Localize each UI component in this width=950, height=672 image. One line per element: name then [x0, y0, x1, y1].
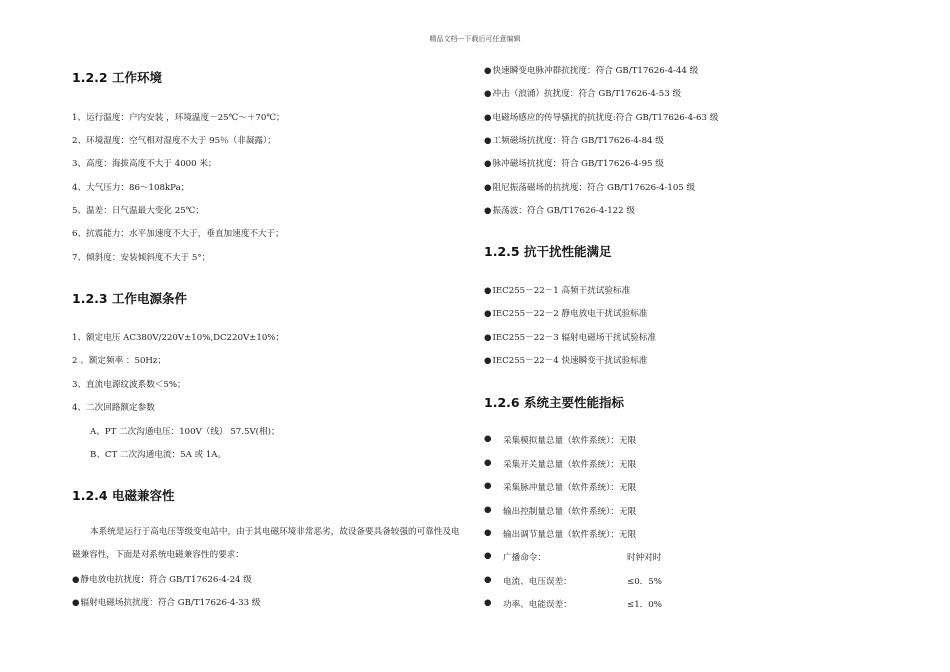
interference-bullet: ●IEC255－22－1 高频干扰试验标准 [484, 286, 631, 296]
bullet-icon: ● [484, 481, 492, 491]
env-item: 5、温差：日气温最大变化 25℃； [72, 206, 204, 216]
env-item: 2、环境湿度：空气相对湿度不大于 95％（非凝露）； [72, 136, 276, 146]
bullet-icon: ● [72, 598, 80, 608]
bullet-icon: ● [484, 89, 492, 99]
emc-bullet: ●电磁场感应的传导骚扰的抗扰度:符合 GB/T17626-4-63 级 [484, 113, 719, 123]
emc-intro-paragraph: 本系统是运行于高电压等级变电站中，由于其电磁环境非常恶劣，故设备要具备较强的可靠性及电磁兼容性，下面是对系统电磁兼容性的要求： [72, 527, 460, 560]
power-item: 3、直流电源纹波系数＜5%； [72, 380, 186, 390]
section-title-1-2-5: 1.2.5 抗干扰性能满足 [484, 244, 612, 259]
power-item: 1、额定电压 AC380V/220V±10%,DC220V±10%； [72, 333, 285, 343]
emc-bullet: ●静电放电抗扰度：符合 GB/T17626-4-24 级 [72, 575, 252, 585]
env-item: 3、高度：海拔高度不大于 4000 米； [72, 159, 217, 169]
power-subitem: A、PT 二次沟通电压：100V（线） 57.5V(相)； [90, 427, 280, 437]
emc-bullet: ●辐射电磁场抗扰度：符合 GB/T17626-4-33 级 [72, 598, 261, 608]
bullet-icon: ● [72, 575, 80, 585]
bullet-icon: ● [484, 333, 492, 343]
bullet-icon: ● [484, 183, 492, 193]
interference-bullet: ●IEC255－22－2 静电放电干扰试验标准 [484, 309, 648, 319]
env-item: 1、运行温度：户内安装 ，环境温度－25℃～＋70℃； [72, 113, 285, 123]
bullet-icon: ● [484, 286, 492, 296]
bullet-icon: ● [484, 206, 492, 216]
emc-bullet: ●脉冲磁场抗扰度：符合 GB/T17626-4-95 级 [484, 159, 664, 169]
emc-bullet: ●工频磁场抗扰度：符合 GB/T17626-4-84 级 [484, 136, 664, 146]
env-item: 4、大气压力：86～108kPa； [72, 183, 190, 193]
bullet-icon: ● [484, 66, 492, 76]
emc-bullet: ●振荡波：符合 GB/T17626-4-122 级 [484, 206, 635, 216]
bullet-icon: ● [484, 575, 492, 585]
bullet-icon: ● [484, 136, 492, 146]
section-title-1-2-3: 1.2.3 工作电源条件 [72, 291, 187, 306]
bullet-icon: ● [484, 505, 492, 515]
bullet-icon: ● [484, 434, 492, 444]
env-item: 6、抗震能力：水平加速度不大于，垂直加速度不大于； [72, 229, 284, 239]
env-item: 7、倾斜度：安装倾斜度不大于 5°； [72, 253, 211, 263]
power-subitem: B、CT 二次沟通电流：5A 或 1A。 [90, 450, 227, 460]
section-title-1-2-4: 1.2.4 电磁兼容性 [72, 488, 175, 503]
bullet-icon: ● [484, 309, 492, 319]
interference-bullet: ●IEC255－22－4 快速瞬变干扰试验标准 [484, 356, 648, 366]
bullet-icon: ● [484, 159, 492, 169]
bullet-icon: ● [484, 551, 492, 561]
bullet-icon: ● [484, 356, 492, 366]
section-title-1-2-6: 1.2.6 系统主要性能指标 [484, 395, 624, 410]
power-item: 4、二次回路额定参数 [72, 403, 155, 413]
emc-bullet: ●快速瞬变电脉冲群抗扰度：符合 GB/T17626-4-44 级 [484, 66, 699, 76]
bullet-icon: ● [484, 598, 492, 608]
emc-bullet: ●冲击（浪涌）抗扰度：符合 GB/T17626-4-53 级 [484, 89, 682, 99]
page-header: 精品文档---下载后可任意编辑 [429, 35, 521, 43]
emc-bullet: ●阻尼振荡磁场的抗扰度：符合 GB/T17626-4-105 级 [484, 183, 696, 193]
bullet-icon: ● [484, 113, 492, 123]
interference-bullet: ●IEC255－22－3 辐射电磁场干扰试验标准 [484, 333, 657, 343]
power-item: 2 、额定频率 ：50Hz； [72, 356, 167, 366]
section-title-1-2-2: 1.2.2 工作环境 [72, 70, 162, 85]
bullet-icon: ● [484, 528, 492, 538]
bullet-icon: ● [484, 458, 492, 468]
